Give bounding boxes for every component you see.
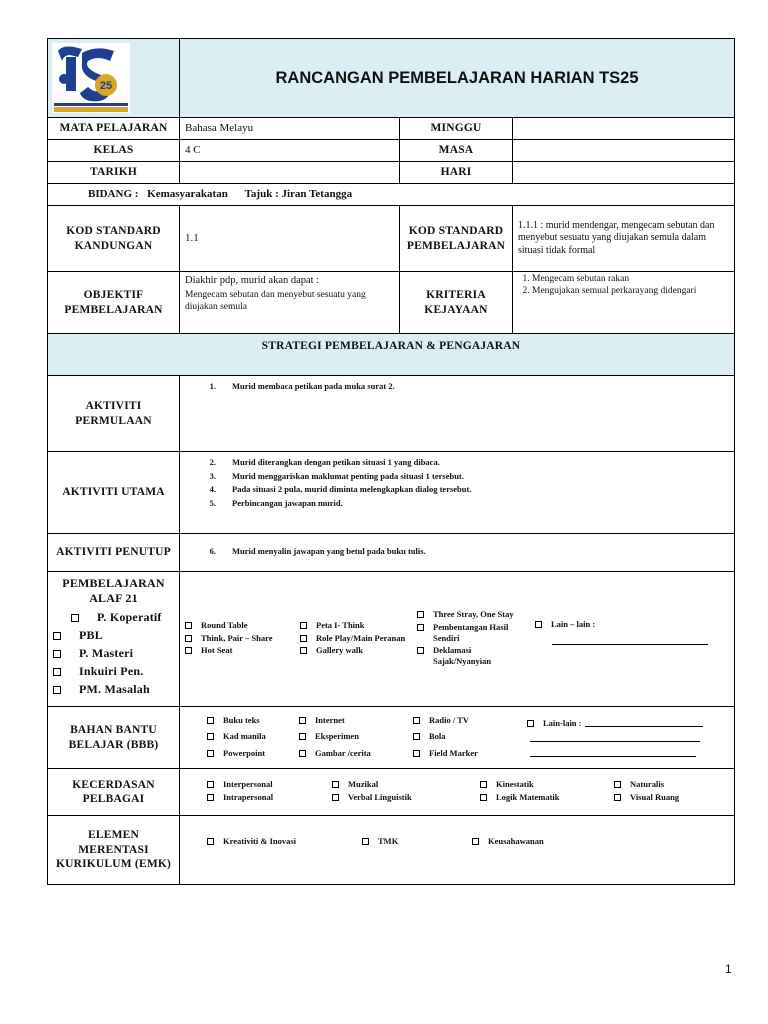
- hari-value[interactable]: [513, 162, 735, 184]
- checkbox-icon[interactable]: [300, 622, 307, 629]
- penutup-label: AKTIVITI PENUTUP: [48, 534, 180, 572]
- pak21-option[interactable]: P. Masteri: [53, 646, 174, 661]
- emk-option[interactable]: TMK: [359, 836, 469, 847]
- penutup-activities[interactable]: [180, 534, 735, 572]
- pak21-option[interactable]: Hot Seat: [182, 645, 297, 656]
- checkbox-icon[interactable]: [207, 733, 214, 740]
- tajuk-label: Tajuk :: [244, 187, 279, 200]
- bbb-label: BAHAN BANTU BELAJAR (BBB): [48, 707, 180, 769]
- checkbox-icon[interactable]: [614, 781, 621, 788]
- objektif-line1: Diakhir pdp, murid akan dapat :: [185, 275, 320, 286]
- page-number: 1: [725, 962, 732, 976]
- pak21-cell: [48, 572, 180, 707]
- checkbox-icon[interactable]: [207, 717, 214, 724]
- pak21-option[interactable]: Think, Pair – Share: [182, 633, 297, 644]
- pak21-option[interactable]: Three Stray, One Stay: [414, 609, 526, 620]
- bidang-row: [48, 184, 735, 206]
- kecerdasan-option[interactable]: Kinestatik: [477, 779, 611, 790]
- checkbox-icon[interactable]: [53, 668, 61, 676]
- activity-item: 2. Murid diterangkan dengan petikan situasi 1 yang dibaca.: [209, 457, 440, 467]
- pak21-option[interactable]: Peta I- Think: [297, 620, 414, 631]
- rph-document: [47, 38, 734, 885]
- emk-option[interactable]: Keusahawanan: [469, 836, 589, 847]
- checkbox-icon[interactable]: [472, 838, 479, 845]
- activity-item: 4. Pada situasi 2 pula, murid diminta melengkapkan dialog tersebut.: [209, 484, 472, 495]
- pak21-left-list: [53, 610, 174, 697]
- pak21-option[interactable]: Pembentangan Hasil Sendiri: [414, 622, 526, 643]
- kecerdasan-option[interactable]: Interpersonal: [204, 779, 329, 790]
- hari-label: HARI: [400, 162, 513, 184]
- bbb-option[interactable]: Internet: [296, 715, 410, 726]
- bbb-lain-line[interactable]: [530, 748, 696, 757]
- checkbox-icon[interactable]: [417, 611, 424, 618]
- pak21-option[interactable]: Gallery walk: [297, 645, 414, 656]
- bbb-option[interactable]: Buku teks: [204, 715, 296, 726]
- emk-label: ELEMEN MERENTASI KURIKULUM (EMK): [48, 816, 180, 885]
- checkbox-icon[interactable]: [207, 838, 214, 845]
- activity-item: 1. Murid membaca petikan pada muka surat 2.: [209, 381, 395, 391]
- activity-item: 6. Murid menyalin jawapan yang betul pada buku tulis.: [209, 546, 426, 557]
- bbb-option[interactable]: Eksperimen: [296, 731, 410, 742]
- ksp-value[interactable]: 1.1.1 : murid mendengar, mengecam sebutan dan menyebut sesuatu yang diujakan semula dalam situasi tidak formal: [513, 206, 735, 272]
- kecerdasan-label: KECERDASAN PELBAGAI: [48, 769, 180, 816]
- pak21-option[interactable]: Round Table: [182, 620, 297, 631]
- objektif-label: OBJEKTIF PEMBELAJARAN: [48, 272, 180, 334]
- kriteria-value[interactable]: [513, 272, 735, 334]
- ksk-value[interactable]: 1.1: [180, 206, 400, 272]
- pak21-lain[interactable]: Lain – lain :: [526, 633, 722, 645]
- checkbox-icon[interactable]: [53, 632, 61, 640]
- checkbox-icon[interactable]: [185, 647, 192, 654]
- svg-text:25: 25: [99, 80, 113, 92]
- logo-cell: [48, 39, 180, 118]
- checkbox-icon[interactable]: [299, 750, 306, 757]
- mata-pelajaran-value[interactable]: Bahasa Melayu: [180, 118, 400, 140]
- bbb-lain-line[interactable]: [530, 733, 700, 742]
- strategi-title: STRATEGI PEMBELAJARAN & PENGAJARAN: [48, 334, 735, 376]
- objektif-line2: Mengecam sebutan dan menyebut sesuatu yang diujakan semula: [185, 290, 366, 312]
- masa-value[interactable]: [513, 140, 735, 162]
- bbb-options: [180, 707, 735, 769]
- checkbox-icon[interactable]: [614, 794, 621, 801]
- checkbox-icon[interactable]: [300, 635, 307, 642]
- bbb-option[interactable]: Radio / TV: [410, 715, 524, 726]
- pak21-lain-line[interactable]: [552, 636, 708, 645]
- checkbox-icon[interactable]: [185, 622, 192, 629]
- objektif-value[interactable]: [180, 272, 400, 334]
- kecerdasan-option[interactable]: Logik Matematik: [477, 792, 611, 803]
- checkbox-icon[interactable]: [332, 781, 339, 788]
- checkbox-icon[interactable]: [53, 650, 61, 658]
- utama-activities[interactable]: [180, 452, 735, 534]
- kecerdasan-option[interactable]: Intrapersonal: [204, 792, 329, 803]
- bbb-option[interactable]: Powerpoint: [204, 748, 296, 759]
- ts25-logo-icon: [52, 43, 130, 113]
- tajuk-value: Jiran Tetangga: [281, 187, 353, 200]
- kecerdasan-option[interactable]: Visual Ruang: [611, 792, 711, 803]
- checkbox-icon[interactable]: [299, 717, 306, 724]
- ksk-label: KOD STANDARD KANDUNGAN: [48, 206, 180, 272]
- checkbox-icon[interactable]: [71, 614, 79, 622]
- kriteria-list: [518, 274, 729, 298]
- page-title: RANCANGAN PEMBELAJARAN HARIAN TS25: [180, 39, 735, 118]
- bidang-label: BIDANG :: [88, 187, 139, 200]
- checkbox-icon[interactable]: [527, 720, 534, 727]
- pak21-option[interactable]: PBL: [53, 628, 174, 643]
- pak21-title: PEMBELAJARAN ALAF 21: [62, 576, 165, 605]
- pak21-col2: [297, 620, 414, 658]
- pak21-option[interactable]: P. Koperatif: [53, 610, 174, 625]
- checkbox-icon[interactable]: [332, 794, 339, 801]
- pak21-option[interactable]: Inkuiri Pen.: [53, 664, 174, 679]
- pak21-col3: [414, 609, 526, 668]
- masa-label: MASA: [400, 140, 513, 162]
- checkbox-icon[interactable]: [300, 647, 307, 654]
- kecerdasan-options: [180, 769, 735, 816]
- bbb-option[interactable]: Bola: [410, 731, 524, 742]
- tarikh-value[interactable]: [180, 162, 400, 184]
- permulaan-activities[interactable]: [180, 376, 735, 452]
- checkbox-icon[interactable]: [480, 781, 487, 788]
- bidang-value: Kemasyarakatan: [147, 187, 228, 200]
- checkbox-icon[interactable]: [417, 647, 424, 654]
- bbb-col3: [410, 715, 524, 761]
- kriteria-item: 1. Mengecam sebutan rakan: [532, 274, 729, 286]
- utama-label: AKTIVITI UTAMA: [48, 452, 180, 534]
- tarikh-label: TARIKH: [48, 162, 180, 184]
- mata-pelajaran-label: MATA PELAJARAN: [48, 118, 180, 140]
- ts25-logo: [52, 43, 130, 113]
- ksp-label: KOD STANDARD PEMBELAJARAN: [400, 206, 513, 272]
- checkbox-icon[interactable]: [535, 621, 542, 628]
- activity-item: 5. Perbincangan jawapan murid.: [209, 497, 343, 508]
- rph-table: [47, 38, 735, 885]
- kecerdasan-option[interactable]: Verbal Linguistik: [329, 792, 477, 803]
- minggu-label: MINGGU: [400, 118, 513, 140]
- bbb-option[interactable]: Kad manila: [204, 731, 296, 742]
- pak21-option[interactable]: Deklamasi Sajak/Nyanyian: [414, 645, 526, 666]
- checkbox-icon[interactable]: [299, 733, 306, 740]
- checkbox-icon[interactable]: [53, 686, 61, 694]
- bbb-col2: [296, 715, 410, 761]
- checkbox-icon[interactable]: [207, 750, 214, 757]
- checkbox-icon[interactable]: [413, 750, 420, 757]
- pak21-options: [180, 572, 735, 707]
- pak21-col1: [182, 620, 297, 658]
- kecerdasan-option[interactable]: Naturalis: [611, 779, 711, 790]
- permulaan-label: AKTIVITI PERMULAAN: [48, 376, 180, 452]
- activity-item: 3. Murid menggariskan maklumat penting pada situasi 1 tersebut.: [209, 470, 464, 481]
- checkbox-icon[interactable]: [413, 717, 420, 724]
- kriteria-label: KRITERIA KEJAYAAN: [400, 272, 513, 334]
- pak21-option[interactable]: Role Play/Main Peranan: [297, 633, 414, 644]
- bbb-col1: [204, 715, 296, 761]
- minggu-value[interactable]: [513, 118, 735, 140]
- bbb-option[interactable]: Field Marker: [410, 748, 524, 759]
- kecerdasan-option[interactable]: Muzikal: [329, 779, 477, 790]
- checkbox-icon[interactable]: [413, 733, 420, 740]
- checkbox-icon[interactable]: [417, 624, 424, 631]
- kelas-value[interactable]: 4 C: [180, 140, 400, 162]
- checkbox-icon[interactable]: [362, 838, 369, 845]
- bbb-option[interactable]: Gambar /cerita: [296, 748, 410, 759]
- pak21-option[interactable]: PM. Masalah: [53, 682, 174, 697]
- emk-options: [180, 816, 735, 885]
- emk-option[interactable]: Kreativiti & Inovasi: [204, 836, 359, 847]
- kriteria-item: 2. Mengujakan semual perkarayang didengari: [532, 286, 729, 298]
- bbb-lain[interactable]: Lain-lain :: [524, 718, 704, 757]
- checkbox-icon[interactable]: [480, 794, 487, 801]
- kelas-label: KELAS: [48, 140, 180, 162]
- checkbox-icon[interactable]: [185, 635, 192, 642]
- checkbox-icon[interactable]: [207, 781, 214, 788]
- checkbox-icon[interactable]: [207, 794, 214, 801]
